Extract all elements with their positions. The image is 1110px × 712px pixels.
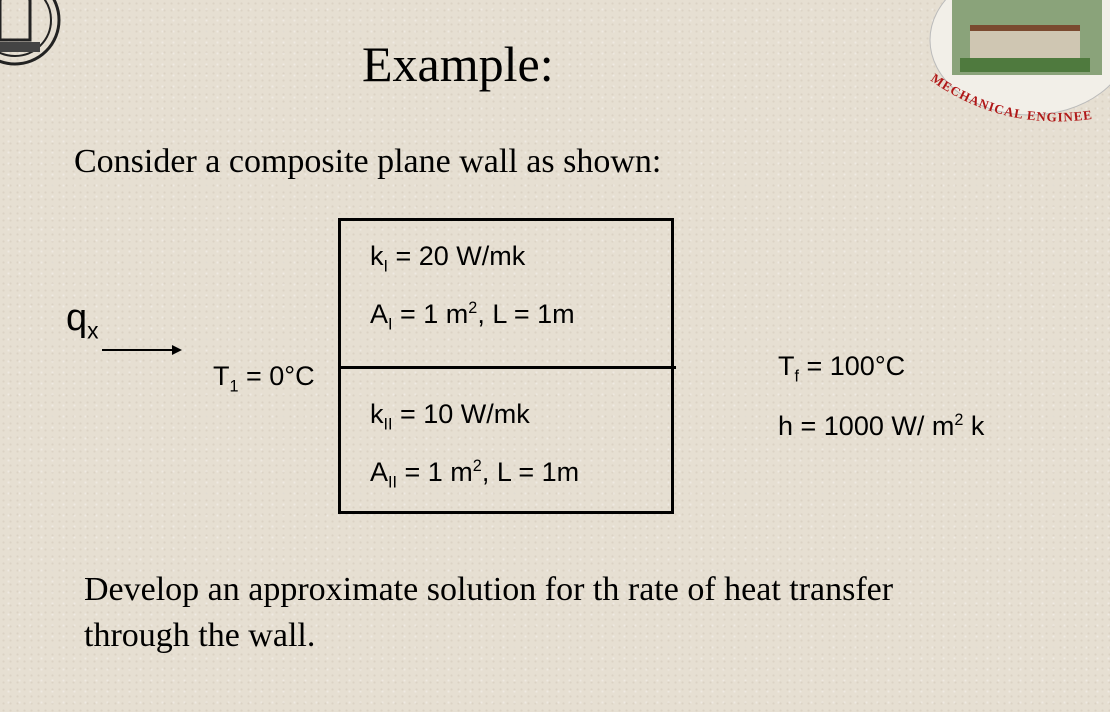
- department-logo-text: MECHANICAL ENGINEE: [928, 70, 1094, 125]
- intro-text: Consider a composite plane wall as shown:: [74, 143, 662, 180]
- heat-flux-arrow-icon: [100, 342, 184, 358]
- left-surface-temperature: $T_1 = 0^\circ C$: [213, 361, 315, 396]
- wall-layer-divider: [338, 366, 676, 369]
- heat-flux-label: $q_x$: [66, 297, 99, 344]
- university-logo: [0, 0, 70, 70]
- slide-title: Example:: [362, 36, 554, 92]
- layer-1-area-length: $A_I = 1$ $m^2$, L = 1m: [370, 299, 575, 334]
- layer-2-area-length: $A_{II} = 1$ $m^2$, L = 1m: [370, 457, 580, 492]
- heat-transfer-coefficient: h = 1000 W/ $m^2$ k: [778, 411, 985, 441]
- question-text: Develop an approximate solution for th rate of heat transfer through the wall.: [84, 571, 894, 654]
- layer-1-conductivity: $k_I = 20$ W/mk: [370, 241, 526, 276]
- fluid-temperature: $T_f = 100^\circ C$: [778, 351, 906, 386]
- layer-2-conductivity: $k_{II} = 10$ W/mk: [370, 399, 530, 434]
- department-logo: [900, 0, 1110, 150]
